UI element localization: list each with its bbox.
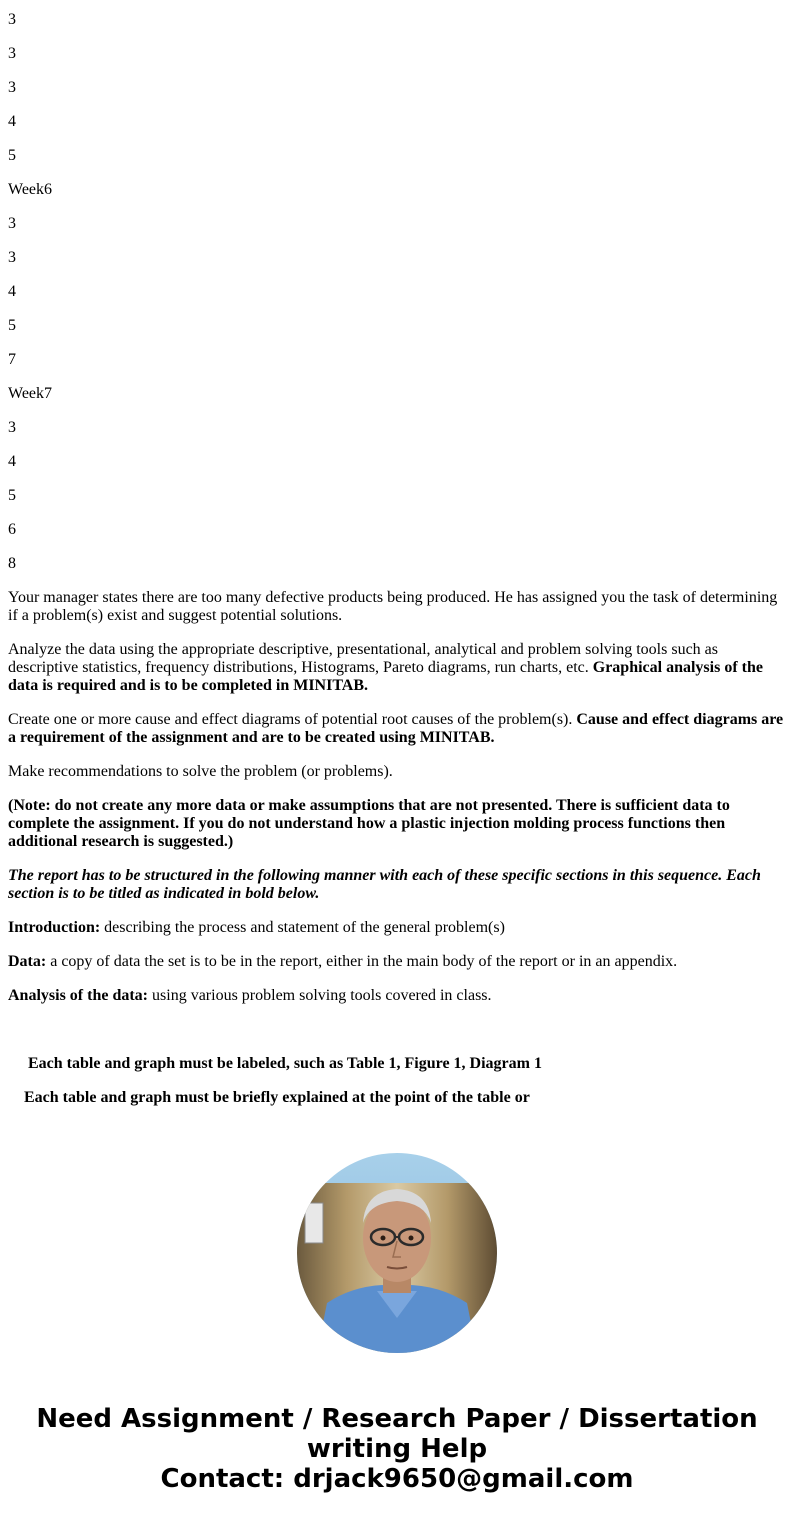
data-text: a copy of data the set is to be in the report, either in the main body of the report or in an appendix. [46,953,678,970]
data-value: 3 [8,215,16,232]
cta-line-2: writing Help [306,1434,488,1464]
analysis-label: Analysis of the data: [8,987,149,1004]
introduction-section [8,919,786,937]
bullet-explaining: Each table and graph must be briefly explained at the point of the table or [24,1089,530,1106]
data-label: Data: [8,953,47,970]
note-paragraph: (Note: do not create any more data or make assumptions that are not presented. There is sufficient data to complete the assignment. If you do not understand how a plastic injection molding process functions then additional research is suggested.) [8,797,730,850]
recommend-paragraph: Make recommendations to solve the problem (or problems). [8,763,393,780]
week-label: Week7 [8,385,53,402]
data-value: 8 [8,555,16,572]
data-value: 3 [8,11,16,28]
data-section [8,953,786,971]
data-value: 4 [8,283,16,300]
data-value: 3 [8,79,16,96]
contact-banner [0,1404,794,1494]
analyze-requirement: Graphical analysis of the data is required and is to be completed in MINITAB. [8,659,763,694]
cause-effect-requirement: Cause and effect diagrams are a requirement of the assignment and are to be created using MINITAB. [8,711,784,746]
data-value: 3 [8,419,16,436]
data-value: 7 [8,351,16,368]
data-value: 5 [8,317,16,334]
avatar-portrait [297,1153,497,1353]
analysis-section [8,987,786,1005]
week-label: Week6 [8,181,53,198]
structure-paragraph: The report has to be structured in the following manner with each of these specific sections in this sequence. Each section is to be titled as indicated in bold below. [8,867,761,902]
introduction-label: Introduction: [8,919,101,936]
cause-effect-text: Create one or more cause and effect diagrams of potential root causes of the problem(s). [8,711,577,728]
introduction-text: describing the process and statement of the general problem(s) [100,919,505,936]
bullet-labeling: Each table and graph must be labeled, such as Table 1, Figure 1, Diagram 1 [28,1055,542,1072]
cta-contact-email[interactable]: Contact: drjack9650@gmail.com [160,1464,634,1494]
data-value: 5 [8,147,16,164]
analyze-text: Analyze the data using the appropriate descriptive, presentational, analytical and problem solving tools such as descriptive statistics, frequency distributions, Histograms, Pareto diagrams, run charts, etc. [8,641,719,676]
data-value: 4 [8,453,16,470]
data-value: 6 [8,521,16,538]
analysis-text: using various problem solving tools covered in class. [148,987,492,1004]
data-value: 5 [8,487,16,504]
data-value: 3 [8,249,16,266]
cta-line-1: Need Assignment / Research Paper / Dissertation [36,1404,758,1434]
data-value: 3 [8,45,16,62]
cause-effect-paragraph [8,711,786,747]
manager-paragraph: Your manager states there are too many defective products being produced. He has assigned you the task of determining if a problem(s) exist and suggest potential solutions. [8,589,778,624]
analyze-paragraph [8,641,786,695]
author-avatar [297,1153,497,1353]
data-value: 4 [8,113,16,130]
